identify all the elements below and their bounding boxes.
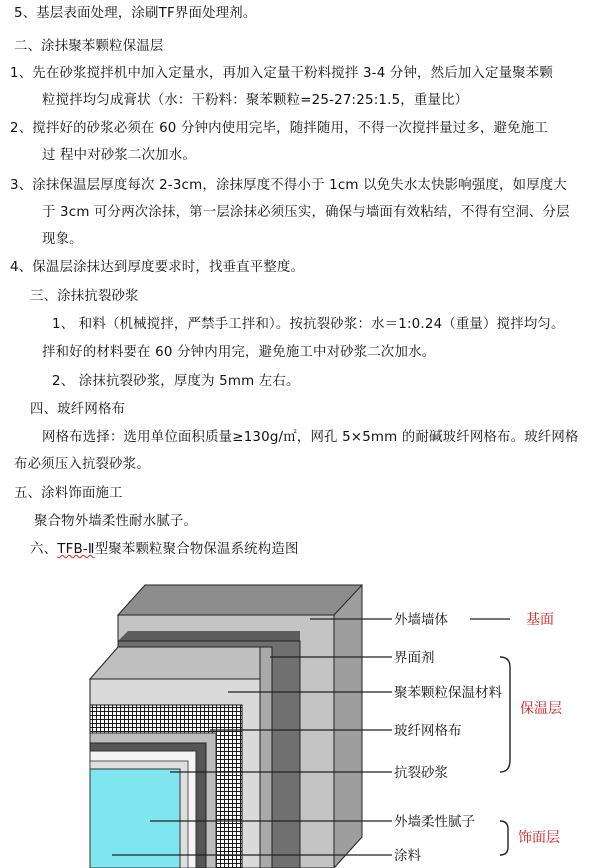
interface-layer-top [118, 631, 300, 641]
label-mortar: 抗裂砂浆 [394, 765, 448, 781]
heading-6-prefix: 六、 [30, 542, 58, 557]
text-line-6: 过 程中对砂浆二次加水。 [42, 148, 196, 163]
label-coating: 涂料 [394, 848, 421, 864]
heading-6 [30, 541, 299, 559]
text-line-12: 1、 和料（机械搅拌，严禁手工拌和）。按抗裂砂浆：水＝1:0.24（重量）搅拌均匀。 [52, 317, 565, 332]
text-line-13: 拌和好的材料要在 60 分钟内用完，避免施工中对砂浆二次加水。 [42, 345, 436, 360]
insulation-layer-side [260, 647, 272, 868]
insulation-layer-top [90, 647, 260, 679]
insulation-system-diagram [0, 575, 612, 868]
text-line-7: 3、涂抹保温层厚度每次 2-3cm，涂抹厚度不得小于 1cm 以免失水太快影响强度，如厚度大 [10, 178, 567, 193]
heading-5: 五、涂料饰面施工 [14, 486, 123, 501]
text-line-16: 网格布选择：选用单位面积质量≥130g/㎡，网孔 5×5mm 的耐碱玻纤网格布。玻纤网格 [42, 430, 579, 445]
wall-side-face [334, 585, 362, 868]
label-insulation: 聚苯颗粒保温材料 [394, 685, 502, 701]
coating-layer [90, 769, 180, 868]
wall-top-face [118, 585, 362, 615]
insulation-group-bracket [500, 657, 510, 772]
label-interface: 界面剂 [394, 650, 435, 666]
heading-6-title: 型聚苯颗粒聚合物保温系统构造图 [94, 542, 299, 557]
text-line-9: 现象。 [42, 232, 83, 247]
label-mesh: 玻纤网格布 [394, 723, 462, 739]
heading-3: 三、涂抹抗裂砂浆 [30, 289, 139, 304]
label-putty: 外墙柔性腻子 [394, 814, 475, 830]
text-line-14: 2、 涂抹抗裂砂浆，厚度为 5mm 左右。 [52, 374, 300, 389]
finish-group-bracket [500, 821, 508, 855]
text-line-10: 4、保温层涂抹达到厚度要求时，找垂直平整度。 [10, 260, 305, 275]
group-label-insulation: 保温层 [520, 701, 562, 717]
group-label-base: 基面 [526, 612, 554, 628]
heading-4: 四、玻纤网格布 [30, 402, 126, 417]
label-wall: 外墙墙体 [394, 612, 448, 628]
text-line-4: 粒搅拌均匀成膏状（水：干粉料：聚苯颗粒=25-27:25:1.5，重量比） [42, 93, 469, 108]
text-line-8: 于 3cm 可分两次涂抹，第一层涂抹必须压实，确保与墙面有效粘结，不得有空洞、分层 [42, 205, 570, 220]
text-line-5: 2、搅拌好的砂浆必须在 60 分钟内使用完毕，随拌随用，不得一次搅拌量过多，避免施工 [10, 121, 548, 136]
text-line-1: 5、基层表面处理，涂刷TF界面处理剂。 [14, 6, 257, 21]
heading-6-code: TFB-Ⅱ [57, 542, 95, 557]
text-line-19: 聚合物外墙柔性耐水腻子。 [34, 514, 198, 529]
heading-2: 二、涂抹聚苯颗粒保温层 [14, 39, 164, 54]
text-line-17: 布必须压入抗裂砂浆。 [14, 457, 150, 472]
group-label-finish: 饰面层 [518, 830, 560, 846]
text-line-3: 1、先在砂浆搅拌机中加入定量水，再加入定量干粉料搅拌 3-4 分钟，然后加入定量聚苯颗 [10, 66, 553, 81]
